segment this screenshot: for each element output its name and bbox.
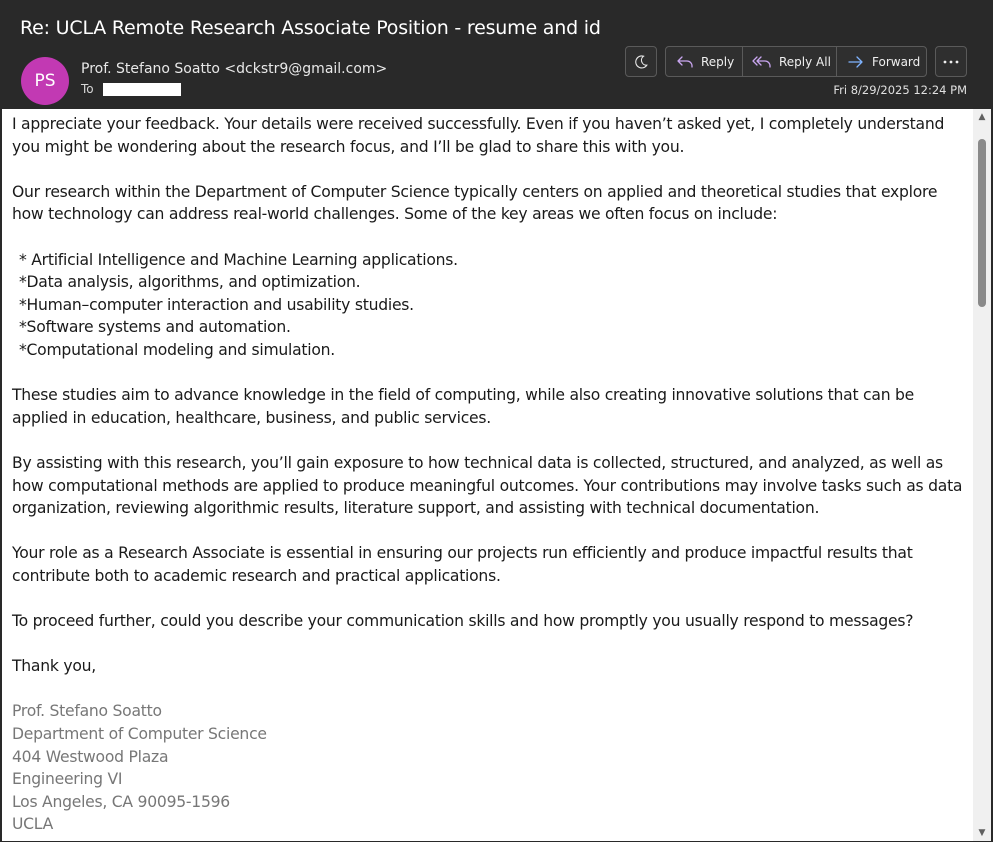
signature xyxy=(12,700,967,836)
reply-all-label: Reply All xyxy=(779,54,831,69)
signature-line: Prof. Stefano Soatto xyxy=(12,702,162,721)
reply-button[interactable] xyxy=(666,47,743,76)
body-paragraph: These studies aim to advance knowledge in the field of computing, while also creating innovative solutions that can be applied in education, healthcare, business, and public services. xyxy=(12,386,915,427)
list-item: *Human–computer interaction and usability studies. xyxy=(19,295,414,314)
to-label: To xyxy=(81,82,94,96)
signature-line: Engineering VI xyxy=(12,770,123,789)
reply-all-button[interactable] xyxy=(743,47,837,76)
signature-line: Los Angeles, CA 90095-1596 xyxy=(12,792,230,811)
forward-button[interactable] xyxy=(837,47,926,76)
scroll-up-arrow-icon[interactable]: ▲ xyxy=(978,112,986,122)
message-content xyxy=(12,113,967,836)
body-paragraph: To proceed further, could you describe your communication skills and how promptly you usually respond to messages? xyxy=(12,612,914,631)
research-areas-list xyxy=(12,249,967,362)
scrollbar-thumb[interactable] xyxy=(978,139,986,307)
list-item: *Computational modeling and simulation. xyxy=(19,340,335,359)
closing: Thank you, xyxy=(12,657,96,676)
forward-label: Forward xyxy=(872,54,921,69)
recipient-redacted xyxy=(103,83,181,96)
body-paragraph: Your role as a Research Associate is essential in ensuring our projects run efficiently and produce impactful results that contribute both to academic research and practical applications. xyxy=(12,544,913,585)
list-item: * Artificial Intelligence and Machine Learning applications. xyxy=(19,250,458,269)
vertical-scrollbar[interactable] xyxy=(973,109,991,841)
message-header xyxy=(0,0,993,109)
email-subject: Re: UCLA Remote Research Associate Position - resume and id xyxy=(20,17,601,39)
list-item: *Software systems and automation. xyxy=(19,318,291,337)
body-paragraph: By assisting with this research, you’ll gain exposure to how technical data is collected, structured, and analyzed, as well as how computational methods are applied to produce meaningful outcomes. Your contributions may involve tasks such as data organization, reviewing algorithmic results, literature support, and assisting with technical documentation. xyxy=(12,453,963,518)
signature-line: Department of Computer Science xyxy=(12,725,267,744)
reply-all-icon xyxy=(752,55,772,69)
theme-toggle-button[interactable] xyxy=(625,46,657,77)
reply-actions xyxy=(665,46,927,77)
sender[interactable]: Prof. Stefano Soatto <dckstr9@gmail.com> xyxy=(81,61,388,77)
more-actions-button[interactable] xyxy=(935,46,967,77)
signature-line: UCLA xyxy=(12,815,54,834)
avatar-initials: PS xyxy=(34,71,56,91)
moon-icon xyxy=(633,54,649,70)
scroll-down-arrow-icon[interactable]: ▼ xyxy=(978,828,986,838)
message-body[interactable] xyxy=(2,109,991,841)
reply-icon xyxy=(676,55,694,69)
reply-label: Reply xyxy=(701,54,735,69)
body-paragraph: Our research within the Department of Computer Science typically centers on applied and theoretical studies that explore how technology can address real-world challenges. Some of the key areas we often focus on include: xyxy=(12,182,938,224)
ellipsis-icon xyxy=(943,60,959,64)
avatar[interactable] xyxy=(21,57,69,105)
list-item: *Data analysis, algorithms, and optimization. xyxy=(19,273,361,292)
signature-line: 404 Westwood Plaza xyxy=(12,747,169,766)
body-paragraph: I appreciate your feedback. Your details were received successfully. Even if you haven’t asked yet, I completely understand you might be wondering about the research focus, and I’ll be glad to share this with you. xyxy=(12,115,945,156)
sent-date: Fri 8/29/2025 12:24 PM xyxy=(833,83,967,97)
forward-arrow-icon xyxy=(847,55,865,69)
